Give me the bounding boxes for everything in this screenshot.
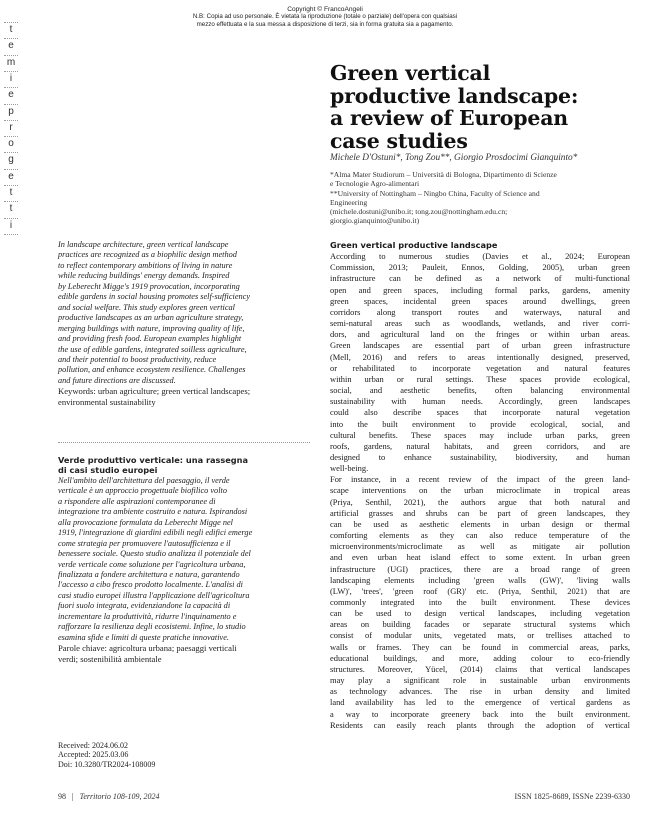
- article-dates: [58, 741, 155, 769]
- body-line: designed to enhance sustainability, biodiversity, and human: [330, 451, 630, 462]
- title-line: a review of European: [330, 106, 568, 130]
- body-line: a way to incorporate greenery back into the built environment.: [330, 708, 630, 719]
- side-label-letter: e: [8, 170, 14, 182]
- body-line: educational buildings, and more, adding colour to eco-friendly: [330, 652, 630, 663]
- abstract-line: edible gardens in social housing promotes self-sufficiency: [58, 292, 251, 302]
- abstract-line: integrazione tra ambiente costruito e natura. Ispirandosi: [58, 507, 248, 517]
- side-label-letter: e: [8, 89, 14, 101]
- affiliation-line: *Alma Mater Studiorum – Università di Bologna, Dipartimento di Scienze: [330, 170, 557, 179]
- side-label-rule: [4, 104, 18, 105]
- side-label-letter: p: [8, 105, 14, 117]
- abstract-line: while reducing buildings' energy demands. Inspired: [58, 271, 230, 281]
- abstract-line: come strategia per promuovere l'autosufficienza e il: [58, 538, 231, 548]
- body-line: For instance, in a recent review of the impact of the green land-: [330, 474, 630, 485]
- abstract-line: alla provocazione formulata da Leberecht Migge nel: [58, 517, 233, 527]
- body-paragraphs: [330, 251, 630, 731]
- affiliation-line: **University of Nottingham – Ningbo China, Faculty of Science and: [330, 188, 540, 198]
- body-line: structures. Moreover, Yücel, (2014) claims that vertical landscapes: [330, 663, 630, 674]
- footer-separator: |: [72, 792, 74, 801]
- body-line: or rehabilitated to incorporate vegetation and natural features: [330, 362, 630, 373]
- body-line: well-being.: [330, 463, 369, 474]
- body-line: Green landscapes are essential part of urban green infrastructure: [330, 340, 630, 351]
- side-label-rule: [4, 136, 18, 137]
- side-label-letter: i: [9, 72, 13, 84]
- section-heading: Green vertical productive landscape: [330, 240, 498, 250]
- body-line: can be used as aesthetic elements in urban design or thermal: [330, 518, 630, 529]
- body-line: (Mell, 2016) and refers to areas intentionally designed, preserved,: [330, 351, 630, 362]
- abstract-line: and future directions are discussed.: [58, 375, 176, 385]
- body-line: consist of modular units, vegetated mats, or trellises attached to: [330, 630, 630, 641]
- side-label-letter: t: [9, 187, 13, 198]
- side-label-rule: [4, 120, 18, 121]
- body-line: comforting elements as they can also reduce temperature of the: [330, 530, 630, 541]
- abstract-line: merging buildings with nature, improving quality of life,: [58, 323, 245, 333]
- keywords-line: Parole chiave: agricoltura urbana; paesaggi verticali: [58, 643, 237, 654]
- abstract-line: rafforzare la resilienza degli ecosistemi. Infine, lo studio: [58, 622, 246, 632]
- side-label-letter: m: [6, 56, 16, 68]
- abstract-line: and social welfare. This study explores green vertical: [58, 302, 235, 312]
- body-line: infrastructure (UGI) practices, there are a broad range of green: [330, 563, 630, 574]
- abstract-line: finalizzata a fondere architettura e natura, garantendo: [58, 569, 240, 579]
- body-line: social, and aesthetic benefits, often balancing environmental: [330, 385, 630, 396]
- journal-name: Territorio 108-109, 2024: [79, 792, 160, 801]
- title-line: case studies: [330, 128, 468, 153]
- side-label-rule: [4, 201, 18, 202]
- abstract-line: productive landscapes as an urban agriculture strategy,: [58, 313, 244, 323]
- affiliation-line: Engineering: [330, 197, 368, 207]
- abstract-italian: [58, 455, 310, 664]
- body-line: landscaping elements including 'green walls (GW)', 'living walls: [330, 574, 630, 585]
- body-line: artificial grasses and shrubs can be part of green landscapes, they: [330, 507, 630, 518]
- affiliation-line: giorgio.gianquinto@unibo.it): [330, 216, 420, 226]
- body-line: commonly integrated into the built environment. These devices: [330, 597, 630, 607]
- title-line: productive landscape:: [330, 83, 579, 108]
- footer-left: [58, 792, 160, 801]
- affiliations: [330, 170, 630, 226]
- side-label-rule: [4, 218, 18, 219]
- affiliation-line: (michele.dostuni@unibo.it; tong.zou@nottingham.edu.cn;: [330, 207, 508, 217]
- body-line: According to numerous studies (Davies et al., 2024; European: [330, 251, 630, 262]
- abstract-line: 1919, l'integrazione di giardini edibili negli edifici emerge: [58, 528, 253, 538]
- abstract-line: by Leberecht Migge's 1919 provocation, incorporating: [58, 281, 240, 291]
- abstract-line: the use of edible gardens, integrated soilless agriculture,: [58, 344, 247, 354]
- abstract-line: casi studio europei illustra l'applicazione dell'agricoltura: [58, 590, 250, 600]
- body-line: could also describe spaces that incorporate natural vegetation: [330, 407, 630, 418]
- side-label-rule: [4, 185, 18, 186]
- abstract-line: verde verticale come soluzione per l'agricoltura urbana,: [58, 559, 246, 569]
- article-title: [330, 62, 630, 152]
- accepted-date: Accepted: 2025.03.06: [58, 750, 129, 760]
- copyright-notice: [150, 6, 500, 28]
- body-line: into the built environment to provide ecological, social, and: [330, 418, 630, 429]
- body-line: walls or frames. They can be found in commercial areas, parks,: [330, 641, 630, 652]
- body-line: roofs, gardens, natural habitats, and green corridors, and are: [330, 440, 630, 451]
- authors: Michele D'Ostuni*, Tong Zou**, Giorgio Prosdocimi Gianquinto*: [330, 153, 578, 163]
- keywords-line: environmental sustainability: [58, 396, 156, 407]
- body-line: (Priya, Senthil, 2021), the authors argue that both natural and: [330, 496, 630, 507]
- abstract-line: In landscape architecture, green vertical landscape: [58, 240, 229, 249]
- body-line: Residents can easily reach plants through the adoption of vertical: [330, 719, 630, 730]
- body-line: may play a significant role in sustainable urban environments: [330, 675, 630, 686]
- side-label-rule: [4, 234, 18, 235]
- abstract-it-title-line: Verde produttivo verticale: una rassegna: [58, 455, 249, 465]
- abstract-english: [58, 240, 310, 407]
- body-text: [330, 240, 630, 731]
- side-label-rule: [4, 87, 18, 88]
- side-label-rule: [4, 22, 18, 23]
- abstract-it-title-line: di casi studio europei: [58, 465, 158, 476]
- body-line: microenvironments/microclimate as well as mitigate air pollution: [330, 541, 630, 552]
- title-line: Green vertical: [330, 61, 491, 85]
- abstract-line: to reflect contemporary ambitions of living in nature: [58, 260, 233, 270]
- abstract-line: and their potential to boost productivity, reduce: [58, 354, 217, 364]
- body-line: can be used to design vertical landscapes, including vegetation: [330, 608, 630, 619]
- side-label-rule: [4, 38, 18, 39]
- side-label-letter: t: [9, 24, 13, 35]
- side-label-letter: e: [8, 40, 14, 52]
- body-line: cultural benefits. These spaces may include urban parks, green: [330, 429, 630, 440]
- body-line: within urban or rural settings. These spaces provide ecological,: [330, 373, 630, 384]
- body-line: sustainability with human needs. Accordingly, green landscapes: [330, 396, 630, 407]
- abstract-line: l'accesso a cibo fresco prodotto localmente. L'analisi di: [58, 580, 243, 590]
- body-line: semi-natural areas such as woodlands, wetlands, and river corri-: [330, 318, 630, 329]
- body-line: land availability has led to the emergence of vertical gardens as: [330, 697, 630, 708]
- abstract-line: esamina sfide e limiti di queste pratiche innovative.: [58, 632, 229, 642]
- side-label-rule: [4, 71, 18, 72]
- side-label-letter: o: [8, 138, 14, 150]
- side-label-letter: r: [9, 121, 13, 133]
- keywords-line: verdi; sostenibilità ambientale: [58, 653, 162, 664]
- abstract-line: and providing fresh food. European examples highlight: [58, 334, 242, 344]
- body-line: open and green spaces, including formal parks, gardens, amenity: [330, 284, 630, 295]
- notice-line: N.B: Copia ad uso personale. È vietata la riproduzione (totale o parziale) dell'opera con qualsiasi: [192, 13, 458, 21]
- side-label-rule: [4, 55, 18, 56]
- side-label-rule: [4, 152, 18, 153]
- body-line: as technology advances. The rise in urban density and limited: [330, 686, 630, 697]
- received-date: Received: 2024.06.02: [58, 741, 128, 750]
- doi: Doi: 10.3280/TR2024-108009: [58, 759, 156, 769]
- side-label-letter: t: [9, 203, 13, 215]
- abstract-line: incrementare la produttività, ridurre l'inquinamento e: [58, 611, 237, 621]
- affiliation-line: e Tecnologie Agro-alimentari: [330, 179, 420, 189]
- body-line: corridors along transport routes and waterways, natural and: [330, 306, 630, 317]
- abstract-line: pollution, and enhance ecosystem resilience. Challenges: [58, 365, 246, 375]
- side-label-letter: g: [8, 154, 14, 166]
- abstract-line: practices are recognized as a biophilic design method: [58, 250, 237, 260]
- body-line: (LW)', 'trees', 'green roof (GR)' etc. (Priya, Senthil, 2021) that are: [330, 585, 630, 596]
- body-line: scape interventions on the urban microclimate in tropical areas: [330, 485, 630, 496]
- abstract-line: benessere sociale. Questo studio analizza il potenziale del: [58, 549, 251, 559]
- abstract-divider: [58, 442, 310, 443]
- side-label-letter: i: [9, 219, 13, 231]
- abstract-line: Nell'ambito dell'architettura del paesaggio, il verde: [58, 475, 230, 485]
- body-line: areas on building facades or separate structural systems which: [330, 619, 630, 630]
- body-line: infrastructure can be defined as a network of multi-functional: [330, 273, 630, 284]
- issn: ISSN 1825-8689, ISSNe 2239-6330: [514, 792, 630, 801]
- body-line: dors, and agricultural land on the fringes or within urban areas.: [330, 329, 630, 340]
- keywords-line: Keywords: urban agriculture; green vertical landscapes;: [58, 386, 251, 397]
- copyright-line: Copyright © FrancoAngeli: [287, 6, 363, 13]
- body-line: Commission, 2013; Pauleit, Ennos, Golding, 2005), urban green: [330, 262, 630, 273]
- body-line: green spaces, incidental green spaces around dwellings, green: [330, 295, 630, 306]
- notice-line: mezzo effettuata e la sua messa a disposizione di terzi, sia in forma gratuita sia a pagamento.: [196, 20, 454, 28]
- body-line: and even urban heat island effect to some extent. In urban green: [330, 552, 630, 563]
- side-label-rule: [4, 169, 18, 170]
- abstract-line: fuori suolo integrata, evidenziandone la capacità di: [58, 601, 231, 611]
- page-number: 98: [58, 792, 66, 801]
- abstract-line: a rispondere alle aspirazioni contemporanee di: [58, 496, 216, 506]
- abstract-line: verticale è un approccio progettuale biofilico volto: [58, 486, 227, 496]
